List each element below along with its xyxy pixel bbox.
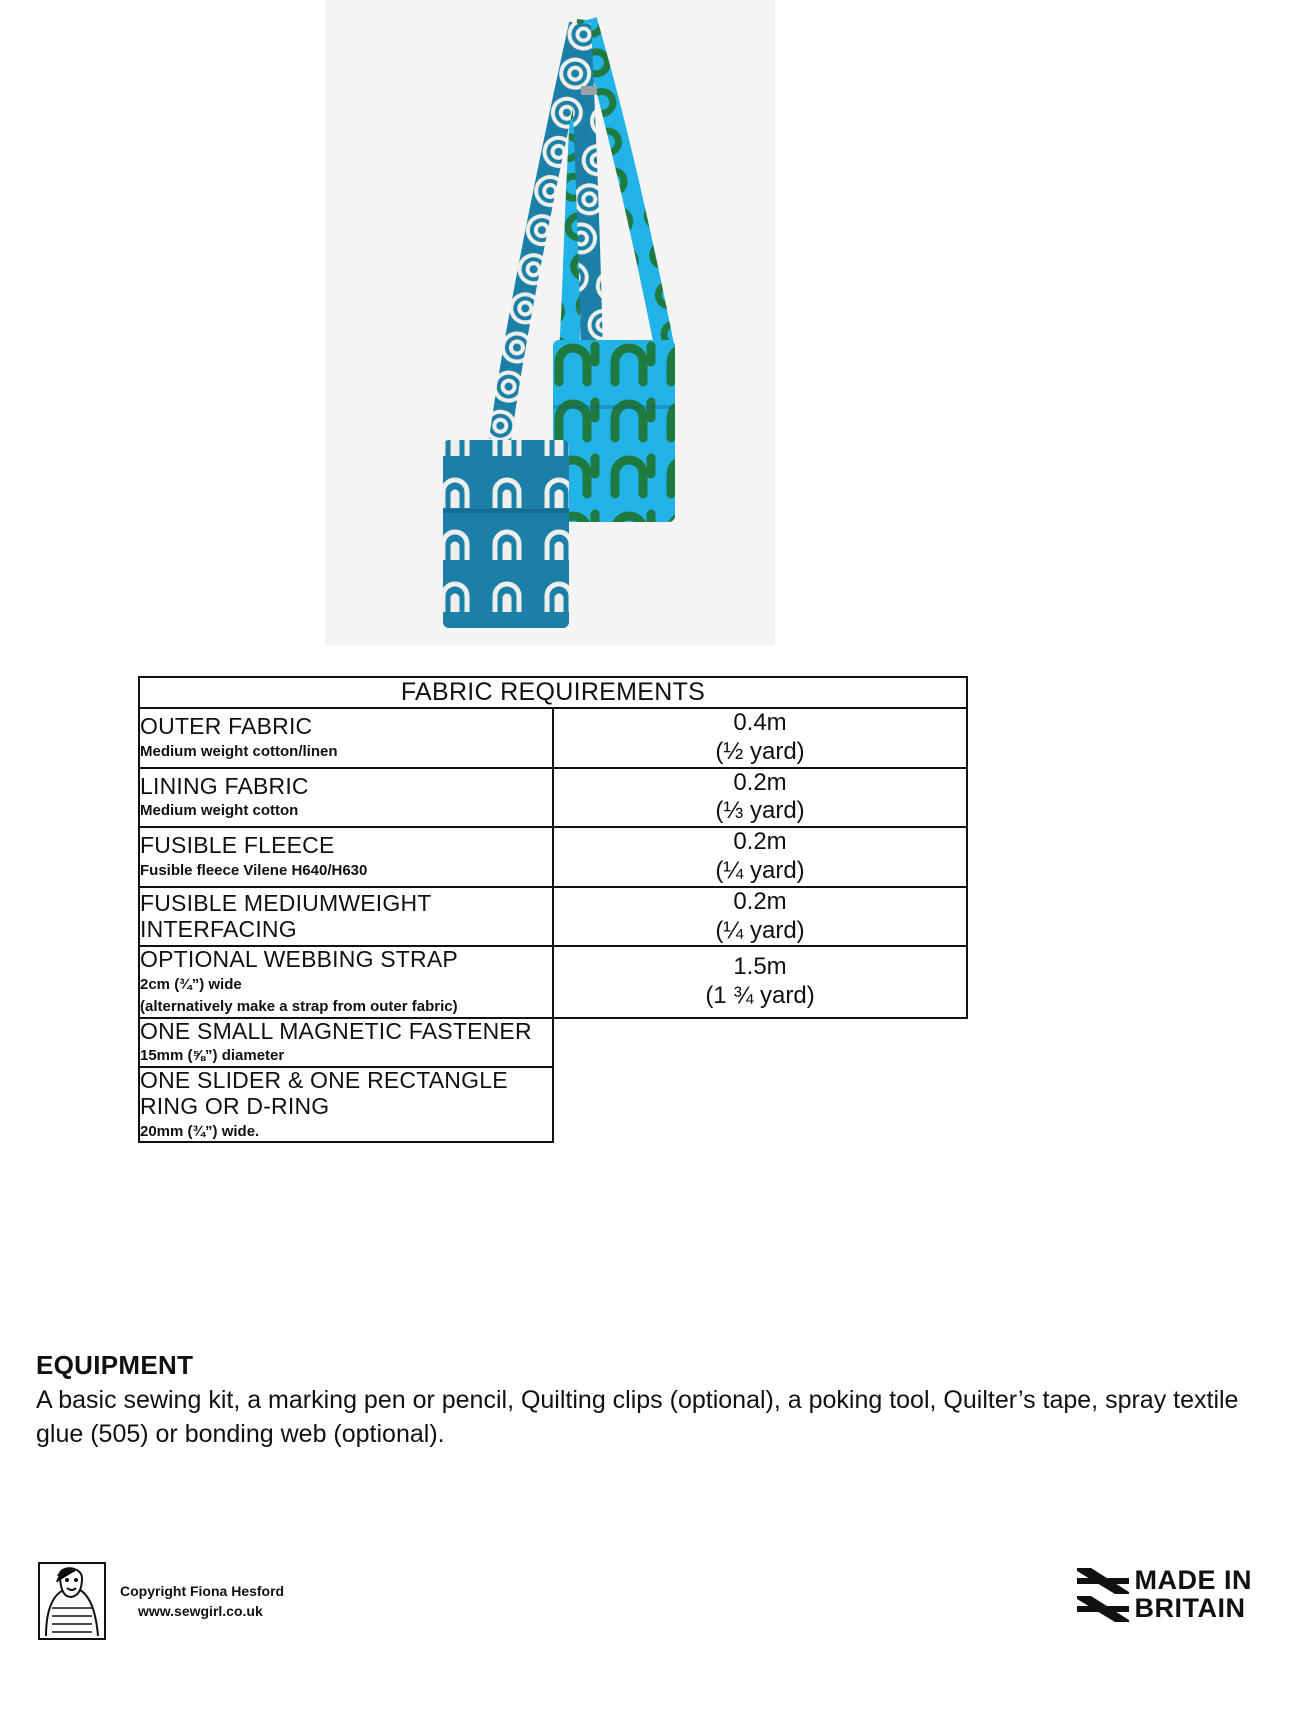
qty-sub: (¼ yard) bbox=[715, 916, 805, 944]
qty-main: 1.5m bbox=[733, 953, 787, 981]
crossbody-bag-illustration bbox=[325, 0, 775, 645]
row-outer-fabric-qty bbox=[553, 708, 967, 768]
table-row bbox=[139, 768, 967, 828]
item-title: ONE SMALL MAGNETIC FASTENER bbox=[140, 1017, 532, 1044]
qty-sub: (½ yard) bbox=[715, 737, 805, 765]
item-subtitle: 2cm (¾”) wide bbox=[140, 976, 242, 994]
row-fusible-interfacing bbox=[139, 887, 553, 947]
made-in-line: MADE IN bbox=[1134, 1565, 1252, 1596]
copyright-line: Copyright Fiona Hesford bbox=[120, 1582, 285, 1599]
product-photo bbox=[325, 0, 775, 645]
made-in-britain-text bbox=[1135, 1567, 1253, 1622]
item-subtitle: Medium weight cotton/linen bbox=[140, 742, 338, 760]
item-title: FUSIBLE MEDIUMWEIGHT INTERFACING bbox=[140, 889, 432, 942]
item-title: ONE SLIDER & ONE RECTANGLE RING OR D-RING bbox=[140, 1067, 508, 1119]
item-subtitle-secondary: (alternatively make a strap from outer fabric) bbox=[140, 997, 458, 1015]
table-header-row bbox=[139, 677, 967, 708]
table-row bbox=[139, 946, 967, 1017]
copyright-block bbox=[120, 1581, 284, 1622]
item-title: OUTER FABRIC bbox=[140, 713, 313, 740]
row-slider-ring bbox=[139, 1067, 553, 1142]
qty-main: 0.4m bbox=[733, 709, 787, 736]
row-webbing-strap-qty bbox=[553, 946, 967, 1017]
item-subtitle: Fusible fleece Vilene H640/H630 bbox=[140, 861, 368, 879]
table-row bbox=[139, 827, 967, 887]
table-row bbox=[139, 708, 967, 768]
footer-left bbox=[38, 1562, 284, 1640]
row-fusible-interfacing-qty bbox=[553, 887, 967, 947]
row-fusible-fleece bbox=[139, 827, 553, 887]
britain-line: BRITAIN bbox=[1134, 1593, 1246, 1623]
equipment-heading: EQUIPMENT bbox=[36, 1350, 194, 1380]
table-row bbox=[139, 1018, 967, 1068]
qty-main: 0.2m bbox=[733, 828, 787, 856]
item-title: LINING FABRIC bbox=[140, 772, 309, 799]
website-line: www.sewgirl.co.uk bbox=[138, 1603, 263, 1619]
footer-right bbox=[1077, 1566, 1253, 1624]
qty-main: 0.2m bbox=[733, 887, 787, 915]
item-title: FUSIBLE FLEECE bbox=[140, 832, 335, 859]
table-row bbox=[139, 1067, 967, 1142]
qty-main: 0.2m bbox=[733, 768, 787, 796]
row-magnetic-fastener bbox=[139, 1018, 553, 1068]
row-lining-fabric-qty bbox=[553, 768, 967, 828]
qty-sub: (⅓ yard) bbox=[715, 797, 805, 825]
union-jack-icon bbox=[1077, 1566, 1129, 1624]
table-header-title: FABRIC REQUIREMENTS bbox=[139, 677, 967, 708]
row-webbing-strap bbox=[139, 946, 553, 1017]
item-title: OPTIONAL WEBBING STRAP bbox=[140, 946, 458, 973]
row-lining-fabric bbox=[139, 768, 553, 828]
fabric-requirements-table bbox=[138, 676, 968, 1143]
qty-sub: (¼ yard) bbox=[715, 856, 805, 884]
item-subtitle: Medium weight cotton bbox=[140, 802, 299, 820]
sewgirl-logo-icon bbox=[38, 1562, 106, 1640]
item-subtitle: 15mm (⅝”) diameter bbox=[140, 1047, 285, 1065]
item-subtitle: 20mm (¾”) wide. bbox=[140, 1122, 260, 1140]
sewgirl-face-icon bbox=[40, 1564, 104, 1638]
table-row bbox=[139, 887, 967, 947]
row-fusible-fleece-qty bbox=[553, 827, 967, 887]
row-magnetic-fastener-qty-empty bbox=[553, 1018, 967, 1068]
row-slider-ring-qty-empty bbox=[553, 1067, 967, 1142]
row-outer-fabric bbox=[139, 708, 553, 768]
equipment-text: A basic sewing kit, a marking pen or pencil, Quilting clips (optional), a poking tool, Quilter’s tape, spray textile glue (505) or bonding web (optional). bbox=[36, 1386, 1239, 1448]
qty-sub: (1 ¾ yard) bbox=[705, 982, 815, 1009]
equipment-section bbox=[36, 1350, 1256, 1452]
